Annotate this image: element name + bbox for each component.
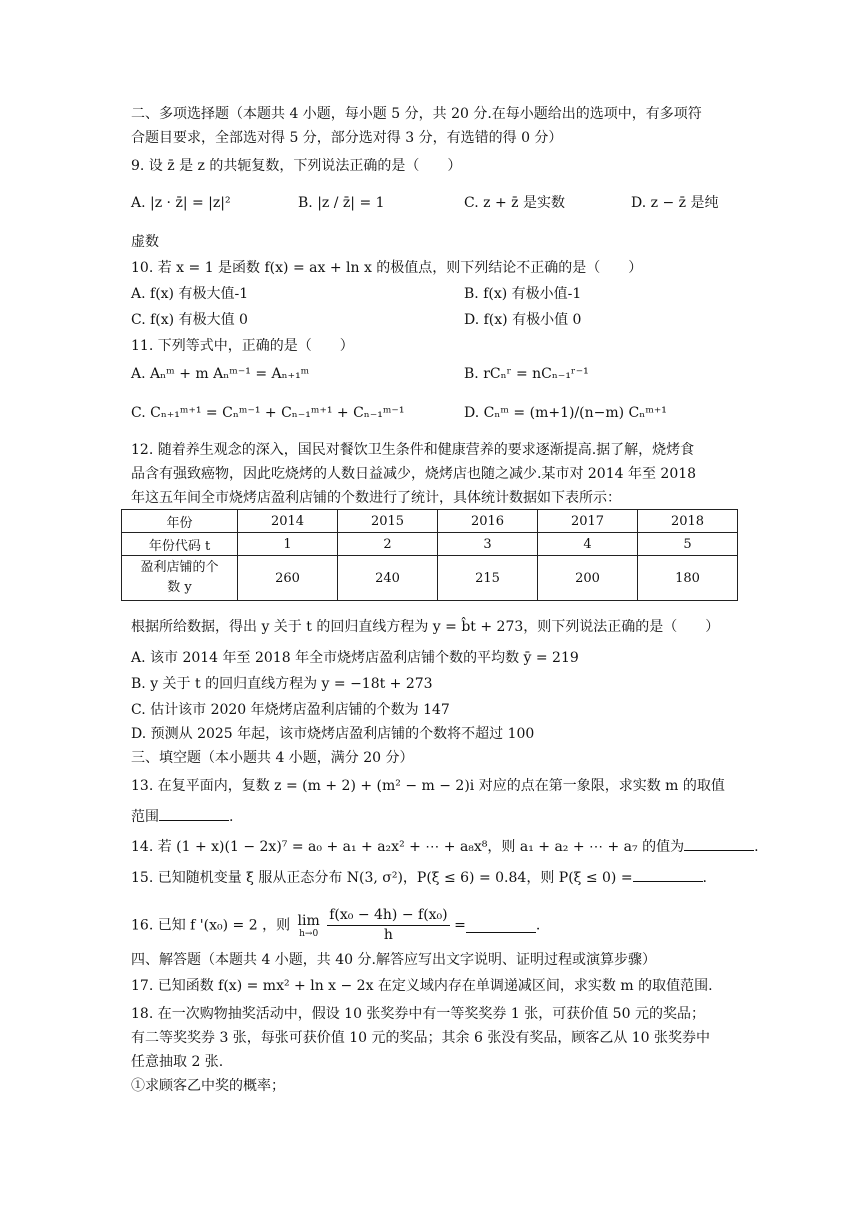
- q16-line: [131, 906, 540, 948]
- q9-option-a: A. |z · z̄| = |z|²: [131, 195, 231, 211]
- section2-header-line1: 二、多项选择题（本题共 4 小题，每小题 5 分，共 20 分.在每小题给出的选项中，有多项符: [131, 106, 702, 122]
- q16-denominator: h: [383, 927, 393, 943]
- table-cell-count: 260: [238, 556, 338, 601]
- q11-option-b: B. rCₙʳ = nCₙ₋₁ʳ⁻¹: [464, 366, 589, 382]
- q13-period: .: [229, 809, 234, 825]
- q16-limit: [298, 913, 320, 939]
- q13-line1: 13. 在复平面内，复数 z = (m + 2) + (m² − m − 2)i 对应的点在第一象限，求实数 m 的取值: [131, 778, 725, 794]
- table-cell-count: 240: [338, 556, 438, 601]
- table-cell-code: 5: [638, 533, 738, 556]
- table-cell-code: 3: [438, 533, 538, 556]
- q16-fraction: [327, 906, 449, 945]
- q14-text: 14. 若 (1 + x)(1 − 2x)⁷ = a₀ + a₁ + a₂x² + ⋯ + a₈x⁸，则 a₁ + a₂ + ⋯ + a₇ 的值为: [131, 839, 685, 855]
- q18-line2: 有二等奖奖券 3 张，每张可获价值 10 元的奖品；其余 6 张没有奖品，顾客乙从 10 张奖券中: [131, 1030, 711, 1046]
- q10-option-b: B. f(x) 有极小值-1: [464, 286, 582, 302]
- table-cell-year: 2018: [638, 510, 738, 533]
- table-row-year: [122, 510, 738, 533]
- q12-option-c: C. 估计该市 2020 年烧烤店盈利店铺的个数为 147: [131, 702, 450, 718]
- q15-text: 15. 已知随机变量 ξ 服从正态分布 N(3, σ²)，P(ξ ≤ 6) = 0.84，则 P(ξ ≤ 0) =: [131, 870, 633, 886]
- q12-after-table: 根据所给数据，得出 y 关于 t 的回归直线方程为 y = b̂t + 273，则下列说法正确的是（ ）: [131, 619, 720, 635]
- q13-line2: [131, 806, 233, 827]
- q14-answer-blank[interactable]: [684, 836, 754, 851]
- q16-period: .: [535, 917, 541, 934]
- q16-lim-subscript: h→0: [299, 928, 319, 939]
- q18-line3: 任意抽取 2 张.: [131, 1054, 224, 1070]
- q17-text: 17. 已知函数 f(x) = mx² + ln x − 2x 在定义域内存在单调递减区间，求实数 m 的取值范围.: [131, 978, 713, 994]
- table-header-count: [122, 556, 238, 601]
- table-header-count-line2: 数 y: [167, 580, 192, 595]
- q9-stem: 9. 设 z̄ 是 z 的共轭复数，下列说法正确的是（ ）: [131, 158, 462, 174]
- table-cell-code: 1: [238, 533, 338, 556]
- section3-header: 三、填空题（本小题共 4 小题，满分 20 分）: [131, 750, 414, 766]
- q15-period: .: [702, 870, 707, 886]
- section2-header-line2: 合题目要求，全部选对得 5 分，部分选对得 3 分，有选错的得 0 分）: [131, 130, 563, 146]
- q16-lim-label: lim: [297, 912, 320, 929]
- q9-option-b: B. |z / z̄| = 1: [298, 195, 385, 211]
- q12-option-d: D. 预测从 2025 年起，该市烧烤店盈利店铺的个数将不超过 100: [131, 726, 535, 742]
- q13-answer-blank[interactable]: [159, 806, 229, 821]
- table-cell-year: 2016: [438, 510, 538, 533]
- q10-option-c: C. f(x) 有极大值 0: [131, 312, 248, 328]
- q11-option-c: C. Cₙ₊₁ᵐ⁺¹ = Cₙᵐ⁻¹ + Cₙ₋₁ᵐ⁺¹ + Cₙ₋₁ᵐ⁻¹: [131, 405, 405, 421]
- q15-answer-blank[interactable]: [633, 867, 703, 882]
- q9-option-c: C. z + z̄ 是实数: [464, 195, 565, 211]
- q11-option-d: D. Cₙᵐ = (m+1)/(n−m) Cₙᵐ⁺¹: [464, 405, 667, 421]
- table-cell-code: 2: [338, 533, 438, 556]
- table-row-code: [122, 533, 738, 556]
- q16-prefix: 16. 已知 f '(x₀) = 2 ，则: [131, 917, 291, 934]
- q12-statistics-table: [121, 509, 738, 601]
- table-row-count: [122, 556, 738, 601]
- q10-option-a: A. f(x) 有极大值-1: [131, 286, 249, 302]
- q16-answer-blank[interactable]: [466, 918, 536, 933]
- q10-option-d: D. f(x) 有极小值 0: [464, 312, 582, 328]
- q12-stem-line2: 品含有强致癌物，因此吃烧烤的人数日益减少，烧烤店也随之减少.某市对 2014 年至 2018: [131, 466, 697, 482]
- table-cell-count: 200: [538, 556, 638, 601]
- q12-option-b: B. y 关于 t 的回归直线方程为 y = −18t + 273: [131, 676, 433, 692]
- q9-option-d: D. z − z̄ 是纯: [631, 195, 719, 211]
- q12-stem-line3: 年这五年间全市烧烤店盈利店铺的个数进行了统计，具体统计数据如下表所示：: [131, 490, 621, 506]
- table-cell-count: 180: [638, 556, 738, 601]
- section4-header: 四、解答题（本题共 4 小题，共 40 分.解答应写出文字说明、证明过程或演算步骤）: [131, 952, 656, 968]
- q9-option-d-continued: 虚数: [131, 234, 159, 250]
- table-header-count-line1: 盈利店铺的个: [140, 560, 219, 575]
- q14-line: [131, 836, 759, 857]
- q13-line2-text: 范围: [131, 809, 159, 825]
- table-cell-year: 2015: [338, 510, 438, 533]
- q10-stem: 10. 若 x = 1 是函数 f(x) = ax + ln x 的极值点，则下列结论不正确的是（ ）: [131, 260, 643, 276]
- table-header-year: 年份: [122, 510, 238, 533]
- q11-option-a: A. Aₙᵐ + m Aₙᵐ⁻¹ = Aₙ₊₁ᵐ: [131, 366, 310, 382]
- q15-line: [131, 867, 707, 888]
- table-cell-count: 215: [438, 556, 538, 601]
- table-header-code: 年份代码 t: [122, 533, 238, 556]
- q11-stem: 11. 下列等式中，正确的是（ ）: [131, 338, 354, 354]
- q12-stem-line1: 12. 随着养生观念的深入，国民对餐饮卫生条件和健康营养的要求逐渐提高.据了解，烧烤食: [131, 442, 695, 458]
- q16-equals: =: [454, 917, 466, 934]
- q18-part1: ①求顾客乙中奖的概率；: [131, 1078, 285, 1094]
- table-cell-year: 2014: [238, 510, 338, 533]
- q16-numerator: f(x₀ − 4h) − f(x₀): [327, 906, 449, 926]
- table-cell-year: 2017: [538, 510, 638, 533]
- q18-line1: 18. 在一次购物抽奖活动中，假设 10 张奖券中有一等奖奖券 1 张，可获价值 50 元的奖品；: [131, 1006, 705, 1022]
- q14-period: .: [754, 839, 759, 855]
- table-cell-code: 4: [538, 533, 638, 556]
- q12-option-a: A. 该市 2014 年至 2018 年全市烧烤店盈利店铺个数的平均数 ȳ = 219: [131, 650, 579, 666]
